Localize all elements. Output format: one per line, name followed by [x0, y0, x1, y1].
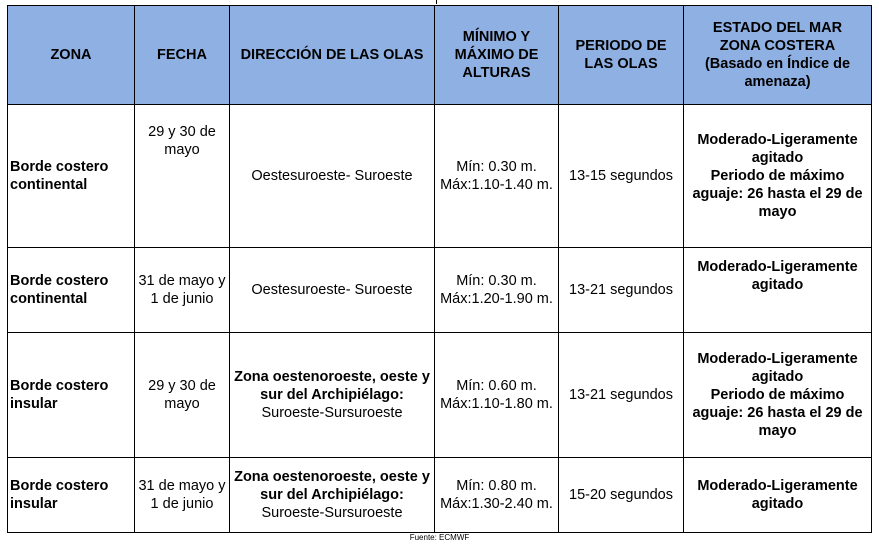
top-tick-mark — [436, 0, 437, 4]
cell-estado — [684, 458, 872, 533]
direccion-value: Oestesuroeste- Suroeste — [251, 168, 413, 184]
cell-direccion — [230, 458, 435, 533]
direccion-value: Suroeste-Sursuroeste — [261, 505, 403, 521]
altura-max: Máx:1.10-1.80 m. — [440, 396, 553, 412]
cell-fecha: 31 de mayo y 1 de junio — [135, 248, 230, 333]
altura-max: Máx:1.30-2.40 m. — [440, 496, 553, 512]
direccion-zone: Zona oestenoroeste, oeste y sur del Archipiélago: — [234, 369, 430, 403]
cell-periodo: 13-15 segundos — [559, 105, 684, 248]
source-footnote: Fuente: ECMWF — [409, 533, 470, 542]
table-row — [8, 458, 872, 533]
altura-min: Mín: 0.60 m. — [456, 378, 537, 394]
altura-min: Mín: 0.30 m. — [456, 159, 537, 175]
header-row — [8, 6, 872, 105]
direccion-zone: Zona oestenoroeste, oeste y sur del Archipiélago: — [234, 469, 430, 503]
table-row — [8, 248, 872, 333]
cell-zona: Borde costero continental — [8, 105, 135, 248]
estado-value: Moderado-Ligeramente agitado — [697, 478, 858, 512]
header-estado-line1: ESTADO DEL MAR — [712, 20, 843, 36]
cell-direccion — [230, 333, 435, 458]
cell-alturas — [435, 458, 559, 533]
header-zona: ZONA — [8, 6, 135, 105]
cell-zona: Borde costero insular — [8, 458, 135, 533]
cell-fecha: 29 y 30 de mayo — [135, 333, 230, 458]
cell-estado — [684, 333, 872, 458]
estado-extra: Periodo de máximo aguaje: 26 hasta el 29 de mayo — [692, 387, 863, 439]
header-estado — [684, 6, 872, 105]
cell-periodo: 15-20 segundos — [559, 458, 684, 533]
estado-value: Moderado-Ligeramente agitado — [697, 351, 858, 385]
cell-direccion — [230, 248, 435, 333]
header-estado-line2: ZONA COSTERA — [719, 38, 836, 54]
estado-value: Moderado-Ligeramente agitado — [697, 132, 858, 166]
cell-direccion — [230, 105, 435, 248]
cell-alturas — [435, 333, 559, 458]
table-row — [8, 333, 872, 458]
cell-alturas — [435, 248, 559, 333]
cell-fecha: 29 y 30 de mayo — [135, 105, 230, 248]
wave-forecast-table — [7, 5, 872, 533]
estado-value: Moderado-Ligeramente agitado — [697, 259, 858, 293]
cell-zona: Borde costero insular — [8, 333, 135, 458]
cell-periodo: 13-21 segundos — [559, 248, 684, 333]
header-estado-line3: (Basado en Índice de amenaza) — [704, 56, 851, 90]
cell-zona: Borde costero continental — [8, 248, 135, 333]
direccion-value: Suroeste-Sursuroeste — [261, 405, 403, 421]
header-periodo: PERIODO DE LAS OLAS — [559, 6, 684, 105]
altura-min: Mín: 0.80 m. — [456, 478, 537, 494]
cell-fecha: 31 de mayo y 1 de junio — [135, 458, 230, 533]
header-alturas: MÍNIMO Y MÁXIMO DE ALTURAS — [435, 6, 559, 105]
altura-max: Máx:1.10-1.40 m. — [440, 177, 553, 193]
cell-periodo: 13-21 segundos — [559, 333, 684, 458]
table-row — [8, 105, 872, 248]
altura-max: Máx:1.20-1.90 m. — [440, 291, 553, 307]
cell-estado — [684, 105, 872, 248]
cell-estado — [684, 248, 872, 333]
header-fecha: FECHA — [135, 6, 230, 105]
header-direccion: DIRECCIÓN DE LAS OLAS — [230, 6, 435, 105]
estado-extra: Periodo de máximo aguaje: 26 hasta el 29 de mayo — [692, 168, 863, 220]
cell-alturas — [435, 105, 559, 248]
direccion-value: Oestesuroeste- Suroeste — [251, 282, 413, 298]
altura-min: Mín: 0.30 m. — [456, 273, 537, 289]
